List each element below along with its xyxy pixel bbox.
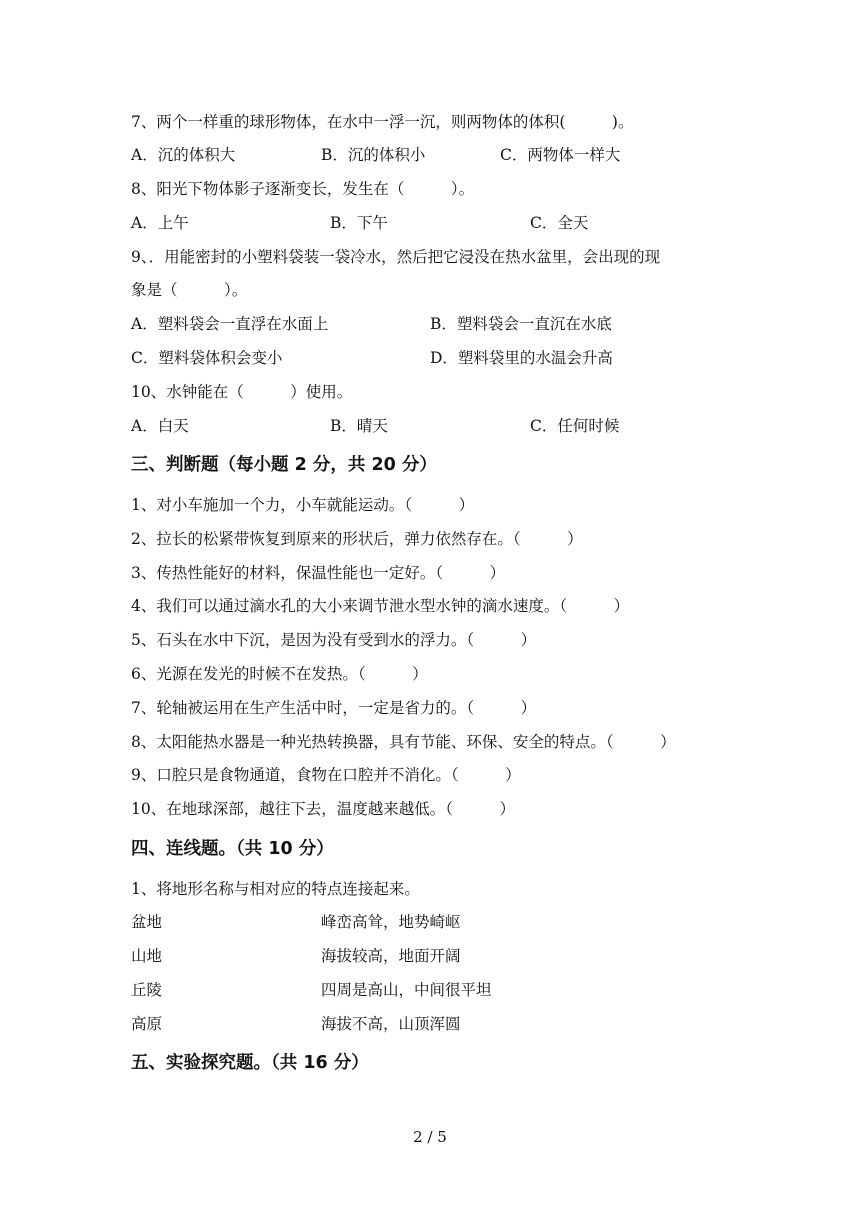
matching-instruction: 1、将地形名称与相对应的特点连接起来。 [131, 880, 420, 898]
question-9-stem-line2: 象是（ ）。 [131, 281, 248, 299]
question-9-option-a: A．塑料袋会一直浮在水面上 [131, 315, 329, 333]
judge-item-2: 2、拉长的松紧带恢复到原来的形状后，弹力依然存在。（ ） [131, 530, 583, 548]
judge-item-4: 4、我们可以通过滴水孔的大小来调节泄水型水钟的滴水速度。（ ） [131, 597, 630, 615]
question-7-stem: 7、两个一样重的球形物体，在水中一浮一沉，则两物体的体积( )。 [131, 113, 634, 131]
landform-plateau: 高原 [131, 1015, 163, 1033]
landform-basin: 盆地 [131, 913, 163, 931]
question-7-option-a: A．沉的体积大 [131, 146, 236, 164]
feature-3: 四周是高山，中间很平坦 [321, 981, 492, 999]
question-10-option-c: C．任何时候 [530, 417, 620, 435]
question-8-stem: 8、阳光下物体影子逐渐变长，发生在（ ）。 [131, 180, 475, 198]
question-9-option-d: D．塑料袋里的水温会升高 [430, 349, 613, 367]
feature-4: 海拔不高，山顶浑圆 [321, 1015, 461, 1033]
question-9-option-b: B．塑料袋会一直沉在水底 [430, 315, 612, 333]
question-10-option-b: B．晴天 [330, 417, 388, 435]
question-9-stem-line1: 9、．用能密封的小塑料袋装一袋冷水，然后把它浸没在热水盆里，会出现的现 [131, 248, 661, 266]
judge-item-6: 6、光源在发光的时候不在发热。（ ） [131, 665, 428, 683]
judge-item-1: 1、对小车施加一个力，小车就能运动。（ ） [131, 496, 475, 514]
question-8-option-b: B．下午 [330, 214, 388, 232]
judge-item-3: 3、传热性能好的材料，保温性能也一定好。（ ） [131, 564, 506, 582]
judge-item-5: 5、石头在水中下沉，是因为没有受到水的浮力。（ ） [131, 631, 537, 649]
judge-item-10: 10、在地球深部，越往下去，温度越来越低。（ ） [131, 800, 515, 818]
judge-item-9: 9、口腔只是食物通道，食物在口腔并不消化。（ ） [131, 766, 521, 784]
question-10-option-a: A．白天 [131, 417, 189, 435]
judge-item-8: 8、太阳能热水器是一种光热转换器，具有节能、环保、安全的特点。（ ） [131, 733, 676, 751]
landform-mountain: 山地 [131, 947, 163, 965]
feature-1: 峰峦高耸，地势崎岖 [321, 913, 461, 931]
section-3-heading: 三、判断题（每小题 2 分，共 20 分） [131, 455, 437, 475]
question-7-option-c: C．两物体一样大 [500, 146, 621, 164]
question-10-stem: 10、水钟能在（ ）使用。 [131, 383, 353, 401]
question-8-option-c: C．全天 [530, 214, 589, 232]
question-9-option-c: C．塑料袋体积会变小 [131, 349, 283, 367]
question-8-option-a: A．上午 [131, 214, 189, 232]
landform-hills: 丘陵 [131, 981, 163, 999]
section-4-heading: 四、连线题。（共 10 分） [131, 839, 334, 859]
section-5-heading: 五、实验探究题。（共 16 分） [131, 1053, 369, 1073]
feature-2: 海拔较高，地面开阔 [321, 947, 461, 965]
question-7-option-b: B．沉的体积小 [321, 146, 426, 164]
page-number: 2 / 5 [413, 1128, 447, 1146]
judge-item-7: 7、轮轴被运用在生产生活中时，一定是省力的。（ ） [131, 699, 537, 717]
